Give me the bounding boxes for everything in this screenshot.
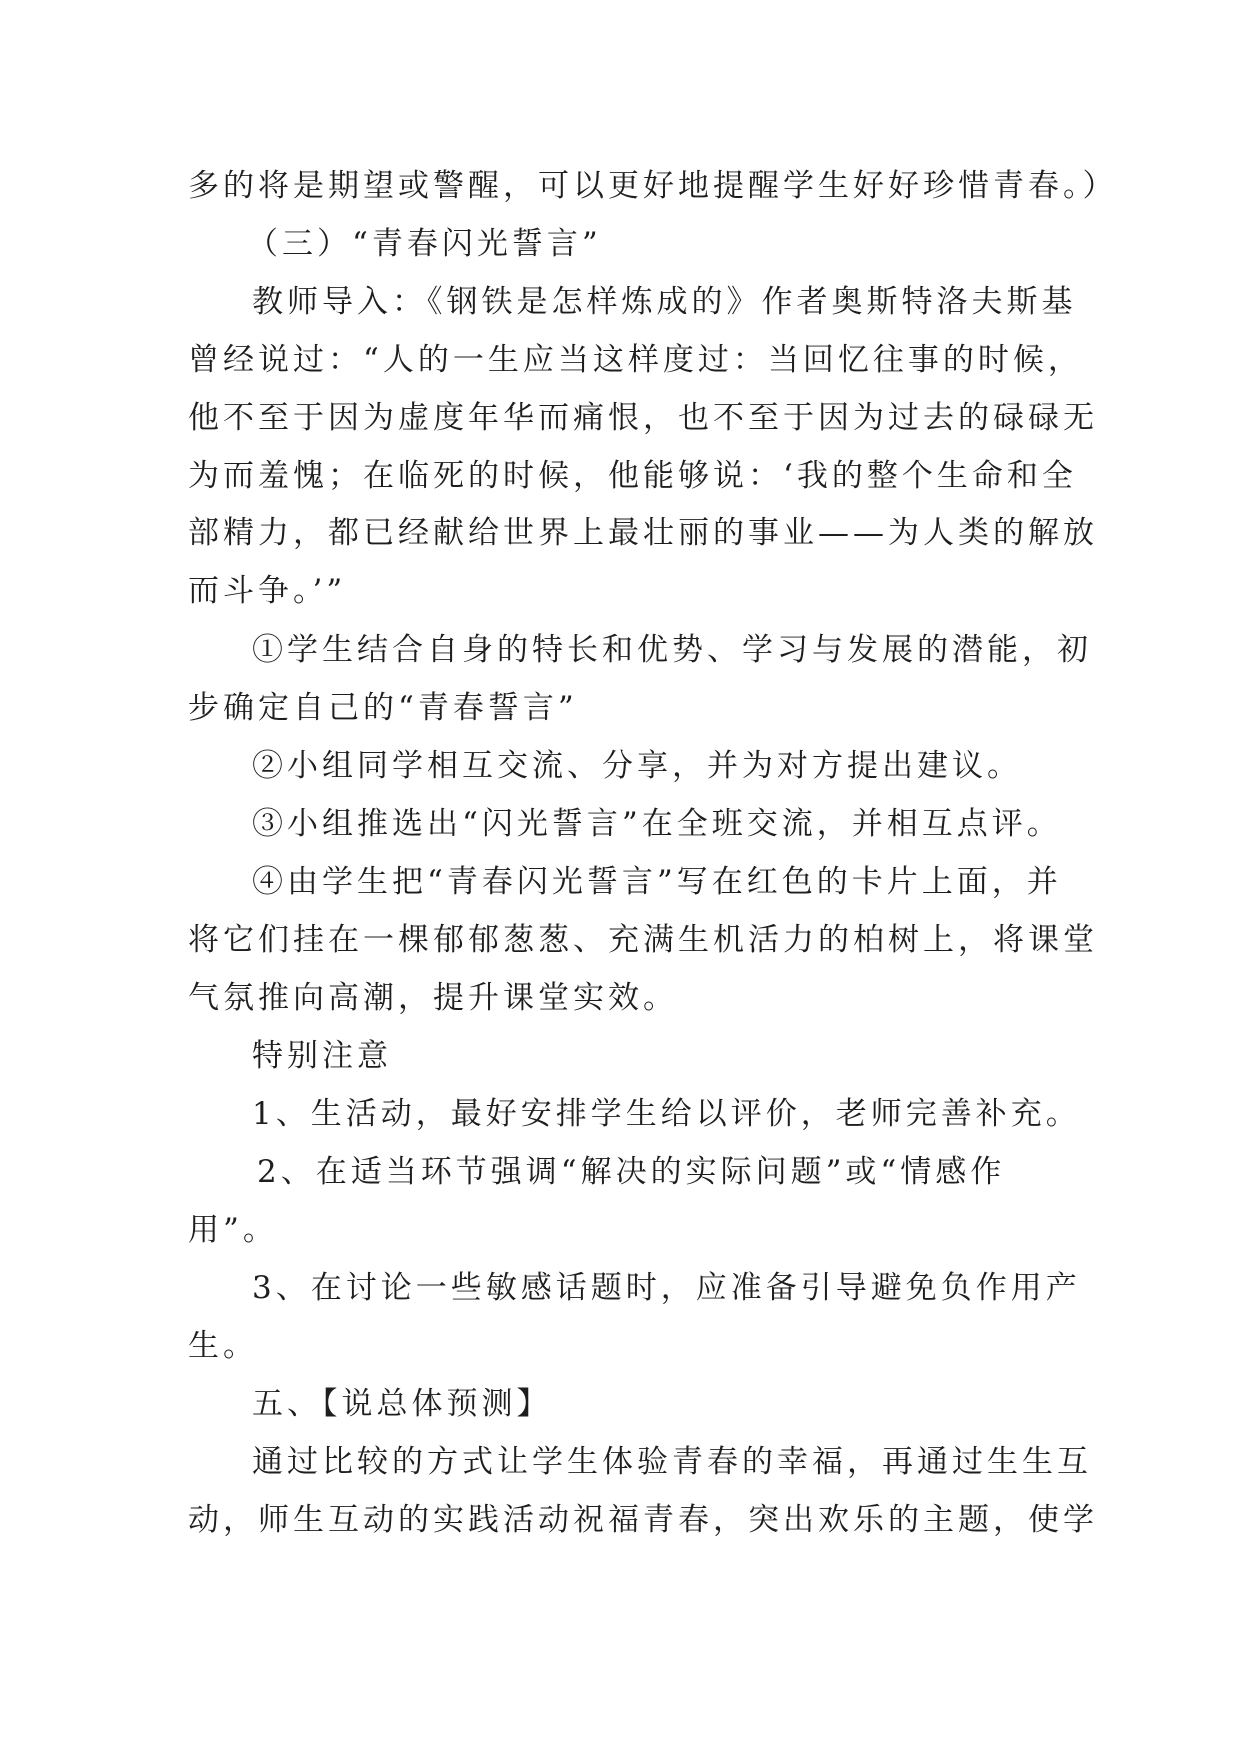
section-heading: 特别注意	[252, 1038, 392, 1074]
text-line: 多的将是期望或警醒，可以更好地提醒学生好好珍惜青春。）	[188, 168, 1118, 204]
text-line: 气氛推向高潮，提升课堂实效。	[188, 980, 678, 1016]
text-line: 而斗争。’”	[188, 573, 347, 609]
section-heading: 五、【说总体预测】	[252, 1386, 552, 1422]
text-line: 生。	[188, 1328, 258, 1364]
text-line: 用”。	[188, 1212, 278, 1248]
text-line: 步确定自己的“青春誓言”	[188, 690, 578, 726]
text-line: 将它们挂在一棵郁郁葱葱、充满生机活力的柏树上，将课堂	[188, 922, 1098, 958]
text-line: 教师导入：《钢铁是怎样炼成的》作者奥斯特洛夫斯基	[252, 284, 1077, 320]
text-line: 部精力，都已经献给世界上最壮丽的事业——为人类的解放	[188, 515, 1098, 551]
list-item: ④由学生把“青春闪光誓言”写在红色的卡片上面，并	[252, 864, 1062, 900]
list-item: 2、在适当环节强调“解决的实际问题”或“情感作	[257, 1154, 1006, 1190]
text-line: 通过比较的方式让学生体验青春的幸福，再通过生生互	[252, 1444, 1092, 1480]
text-line: 为而羞愧；在临死的时候，他能够说：‘我的整个生命和全	[188, 458, 1077, 494]
list-item: ③小组推选出“闪光誓言”在全班交流，并相互点评。	[252, 806, 1062, 842]
list-item: ②小组同学相互交流、分享，并为对方提出建议。	[252, 748, 1022, 784]
text-line: 曾经说过：“人的一生应当这样度过：当回忆往事的时候，	[188, 342, 1083, 378]
text-line: 动，师生互动的实践活动祝福青春，突出欢乐的主题，使学	[188, 1502, 1098, 1538]
list-item: ①学生结合自身的特长和优势、学习与发展的潜能，初	[252, 632, 1092, 668]
text-line: 他不至于因为虚度年华而痛恨，也不至于因为过去的碌碌无	[188, 400, 1098, 436]
list-item: 3、在讨论一些敏感话题时，应准备引导避免负作用产	[252, 1270, 1081, 1306]
list-item: 1、生活动，最好安排学生给以评价，老师完善补充。	[252, 1096, 1081, 1132]
section-heading: （三）“青春闪光誓言”	[247, 226, 602, 262]
